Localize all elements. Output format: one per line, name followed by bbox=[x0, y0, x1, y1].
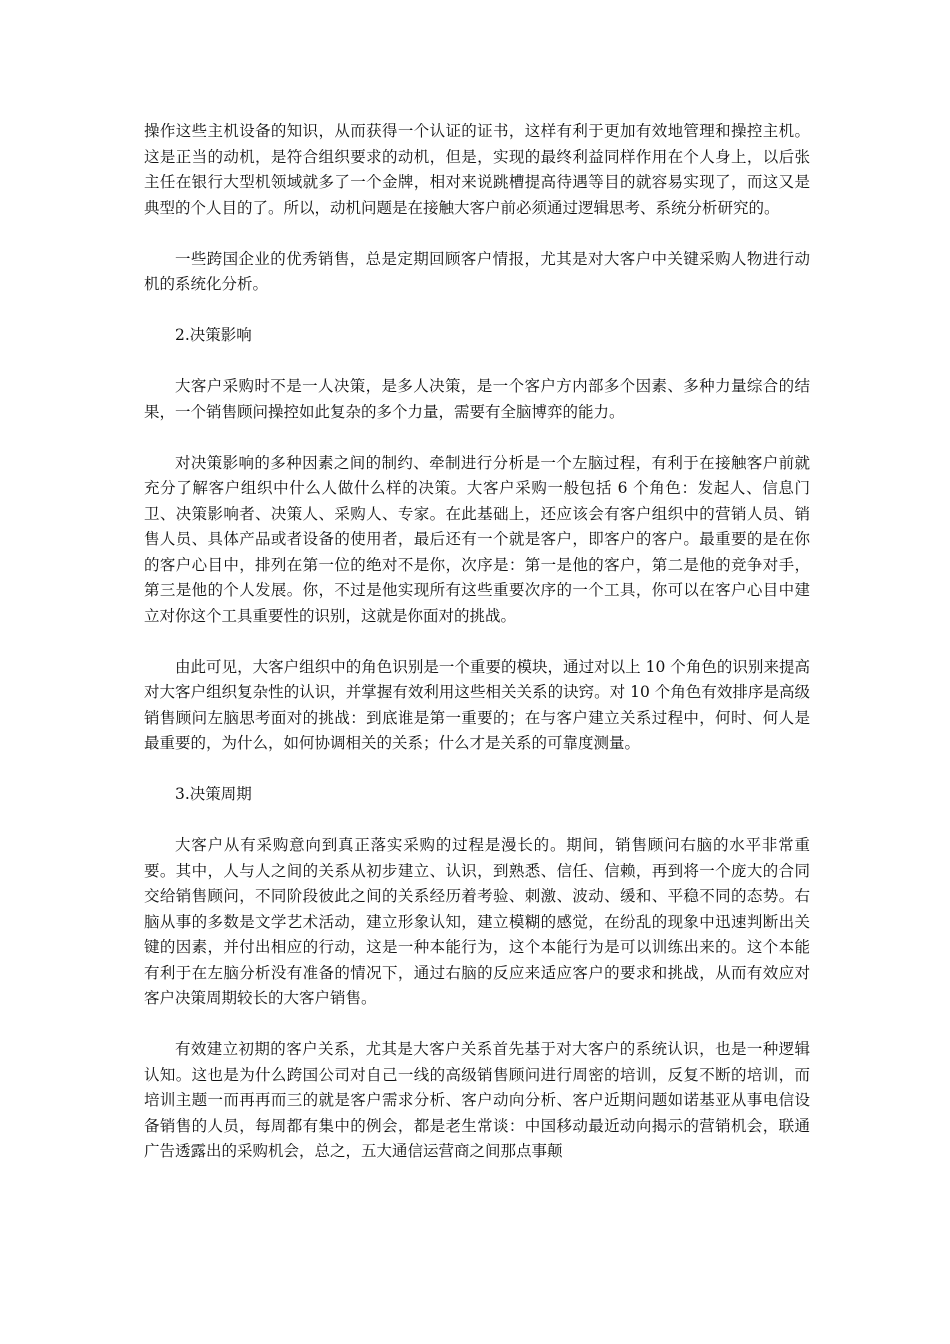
paragraph-decision-roles: 对决策影响的多种因素之间的制约、牵制进行分析是一个左脑过程，有利于在接触客户前就充分了解客户组织中什么人做什么样的决策。大客户采购一般包括 6 个角色：发起人、信息门卫、决策影响者、决策人、采购人、专家。在此基础上，还应该会有客户组织中的营销人员、销售人员、具体产品或者设备的使用者，最后还有一个就是客户，即客户的客户。最重要的是在你的客户心目中，排列在第一位的绝对不是你，次序是：第一是他的客户，第二是他的竞争对手，第三是他的个人发展。你，不过是他实现所有这些重要次序的一个工具，你可以在客户心目中建立对你这个工具重要性的识别，这就是你面对的挑战。 bbox=[144, 453, 810, 625]
paragraph-multi-person-decision: 大客户采购时不是一人决策，是多人决策，是一个客户方内部多个因素、多种力量综合的结果，一个销售顾问操控如此复杂的多个力量，需要有全脑博弈的能力。 bbox=[144, 377, 810, 421]
paragraph-purchase-cycle: 大客户从有采购意向到真正落实采购的过程是漫长的。期间，销售顾问右脑的水平非常重要。其中，人与人之间的关系从初步建立、认识，到熟悉、信任、信赖，再到将一个庞大的合同交给销售顾问，不同阶段彼此之间的关系经历着考验、刺激、波动、缓和、平稳不同的态势。右脑从事的多数是文学艺术活动，建立形象认知，建立模糊的感觉，在纷乱的现象中迅速判断出关键的因素，并付出相应的行动，这是一种本能行为，这个本能行为是可以训练出来的。这个本能有利于在左脑分析没有准备的情况下，通过右脑的反应来适应客户的要求和挑战，从而有效应对客户决策周期较长的大客户销售。 bbox=[144, 836, 810, 1007]
paragraph-intelligence-review: 一些跨国企业的优秀销售，总是定期回顾客户情报，尤其是对大客户中关键采购人物进行动机的系统化分析。 bbox=[144, 249, 810, 293]
section-heading-decision-influence: 2.决策影响 bbox=[175, 326, 252, 344]
paragraph-customer-relationship: 有效建立初期的客户关系，尤其是大客户关系首先基于对大客户的系统认识，也是一种逻辑认知。这也是为什么跨国公司对自己一线的高级销售顾问进行周密的培训，反复不断的培训，而培训主题一而再再而三的就是客户需求分析、客户动向分析、客户近期问题如诺基亚从事电信设备销售的人员，每周都有集中的例会，都是老生常谈：中国移动最近动向揭示的营销机会，联通广告透露出的采购机会，总之，五大通信运营商之间那点事颠 bbox=[144, 1040, 810, 1160]
paragraph-motive-analysis: 操作这些主机设备的知识，从而获得一个认证的证书，这样有利于更加有效地管理和操控主机。这是正当的动机，是符合组织要求的动机，但是，实现的最终利益同样作用在个人身上，以后张主任在银行大型机领域就多了一个金牌，相对来说跳槽提高待遇等目的就容易实现了，而这又是典型的个人目的了。所以，动机问题是在接触大客户前必须通过逻辑思考、系统分析研究的。 bbox=[144, 122, 810, 217]
section-heading-decision-cycle: 3.决策周期 bbox=[175, 785, 252, 803]
paragraph-role-identification: 由此可见，大客户组织中的角色识别是一个重要的模块，通过对以上 10 个角色的识别来提高对大客户组织复杂性的认识，并掌握有效利用这些相关关系的诀窍。对 10 个角色有效排序是高级销售顾问左脑思考面对的挑战：到底谁是第一重要的；在与客户建立关系过程中，何时、何人是最重要的，为什么，如何协调相关的关系；什么才是关系的可靠度测量。 bbox=[144, 657, 810, 752]
document-body bbox=[144, 119, 810, 1190]
